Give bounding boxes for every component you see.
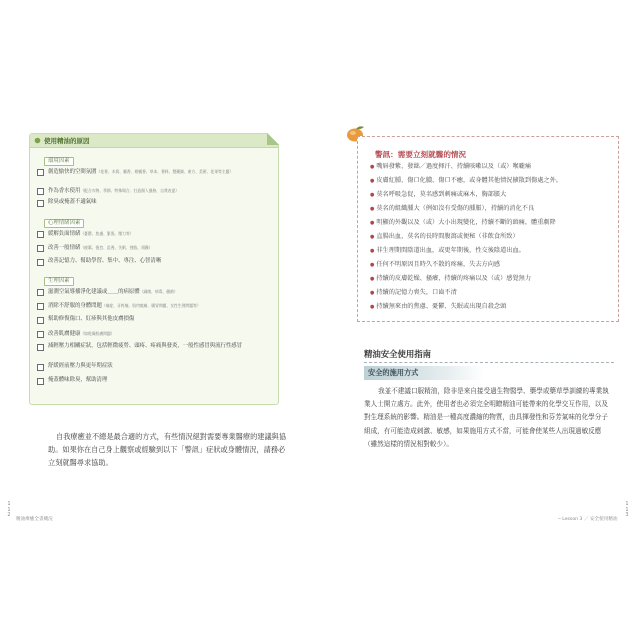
- checklist-item: 改善記憶力、幫助學習、集中、專注、心智清晰: [48, 258, 270, 266]
- bullet-icon: ●: [370, 178, 375, 184]
- warning-item: ● 非生理期間陰道出血，或更年期後，性交後陰道出血。: [370, 247, 525, 254]
- warning-item: ● 莫名呼吸急促，莫名感到刺痛或麻木，胸部脹大: [370, 191, 507, 198]
- subsection-heading-text: 安全的施用方式: [368, 368, 419, 377]
- checkbox-icon[interactable]: [37, 259, 44, 266]
- section-tag-emotional: 心理情緒因素: [44, 219, 84, 228]
- checkbox-icon[interactable]: [37, 344, 44, 351]
- checkbox-icon[interactable]: [37, 231, 44, 238]
- warning-item: ● 持續無來由的焦慮、憂鬱、失眠或出現自殺念頭: [370, 303, 507, 310]
- warning-title: 警訊：需要立刻就醫的情況: [375, 150, 467, 159]
- checklist-title: 使用精油的原因: [44, 137, 90, 145]
- checklist-item: 緩解負面情緒（憂鬱、焦慮、緊張、壓力等）: [48, 230, 270, 239]
- bullet-icon: ●: [370, 206, 375, 212]
- section-tag-physical: 生理因素: [44, 277, 74, 286]
- checkbox-icon[interactable]: [37, 169, 44, 176]
- left-body-paragraph: 自我療癒並不總是最合適的方式，有些情況絕對需要專業醫療的建議與協助。如果你在自己身上觀察或經驗到以下「警訊」症狀或身體情況，請務必立刻就醫尋求協助。: [48, 432, 287, 468]
- leaf-icon: [34, 137, 41, 144]
- warning-box: [357, 136, 619, 322]
- section-heading-text: 精油安全使用指南: [364, 349, 431, 359]
- checklist-item: 減輕壓力相關症狀，包括輕微疲勞、頭疼、疼痛與發炎，一般性感冒與流行性感冒: [48, 343, 270, 351]
- checklist-item: 消除不舒服的身體問題（痛症、牙疼痛、肌肉痠痛、腸胃問題、女性生理問題等）: [48, 302, 270, 311]
- checkbox-icon[interactable]: [37, 200, 44, 207]
- checkbox-icon[interactable]: [37, 317, 44, 324]
- warning-item: ● 莫名的組織腫大（例如沒有受傷的腫脹），持續的消化不良: [370, 205, 535, 212]
- checklist-item: 創造愉快的空間氛圍（花香、木質、麝香、柑橘香、草本、香料、製藥調、東方、美術、花果等主題）: [48, 168, 270, 177]
- warning-item: ● 直腸出血，莫名的長時間腹瀉或便秘（非飲食所致）: [370, 233, 519, 240]
- warning-item: ● 持續的記憶力喪失，口齒不清: [370, 289, 457, 296]
- bullet-icon: ●: [370, 248, 375, 254]
- footer-book-title: 精油療癒全書概況: [16, 517, 53, 522]
- bullet-icon: ●: [370, 234, 375, 240]
- section-heading: [364, 348, 614, 363]
- checklist-item: 除臭或掩蓋不適氣味: [48, 199, 270, 207]
- checkbox-icon[interactable]: [37, 303, 44, 310]
- checkbox-icon[interactable]: [37, 378, 44, 385]
- bullet-icon: ●: [370, 304, 375, 310]
- bullet-icon: ●: [370, 276, 375, 282]
- checkbox-icon[interactable]: [37, 188, 44, 195]
- bullet-icon: ●: [370, 262, 375, 268]
- page-number-right: 1 1 3: [625, 501, 629, 518]
- checklist-item: 作為香水使用（配合衣物、季節、特殊場合、打造個人風格、自我表達）: [48, 187, 270, 196]
- checkbox-icon[interactable]: [37, 364, 44, 371]
- subsection-heading: [364, 366, 484, 380]
- bullet-icon: ●: [370, 290, 375, 296]
- warning-item: ● 持續的皮膚乾燥、搔癢，持續的疼痛以及（或）感覺無力: [370, 275, 532, 282]
- footer-chapter: ─ Lesson 3 ／ 安全使用精油: [558, 517, 618, 522]
- checklist-item: 改善肌膚健康（如乾燥肌膚問題）: [48, 330, 270, 339]
- checklist-header: [30, 134, 278, 148]
- checkbox-icon[interactable]: [37, 245, 44, 252]
- bullet-icon: ●: [370, 220, 375, 226]
- warning-item: ● 明顯的外觀以及（或）大小出現變化，持續不斷的頭痛，體重劇降: [370, 219, 556, 226]
- checkbox-icon[interactable]: [37, 331, 44, 338]
- bullet-icon: ●: [370, 164, 375, 170]
- right-body-paragraph: 我並不建議口服精油，除非是來自接受過生物醫學、藥學或藥草學訓練的專業執業人士開立處方。此外，使用者也必須完全明瞭精油可能帶來的化學交互作用，以及對生理系統的影響。精油是一種高度濃縮的物質，由具揮發性和芬芳氣味的化學分子組成，有可能造成刺激、敏感，如果施用方式不當，可能會使某些人出現過敏反應（雖然這樣的情況相對較少）。: [364, 387, 609, 448]
- checklist-item: 滋潤空氣導播淨化建議或＿＿的病原體（細菌、病毒、黴菌）: [48, 288, 270, 297]
- warning-item: ● 任何不明原因且時久不散的疼痛，失去方向感: [370, 261, 501, 268]
- warning-item: ● 皮膚紅腫、傷口化膿、傷口不癒，或身體其他情況擴散到傷處之外。: [370, 177, 562, 184]
- page-number-left: 1 1 2: [7, 501, 11, 518]
- warning-item: ● 嘴唇發紫、發絀／過度揮汗、持續咳嗽以及（或）喉嚨痛: [370, 163, 532, 170]
- checklist-item: 改善一般情緒（疲累、倦怠、沮喪、失眠、挫敗、煩躁）: [48, 244, 270, 253]
- page-fold-icon: [267, 133, 279, 145]
- checklist-item: 幫助修復傷口、紅疹與其他皮膚損傷: [48, 316, 270, 324]
- checklist-item: 掩蓋體味除臭，幫助清理: [48, 377, 270, 385]
- bullet-icon: ●: [370, 192, 375, 198]
- checkbox-icon[interactable]: [37, 289, 44, 296]
- section-tag-environment: 環境因素: [44, 157, 74, 166]
- checklist-item: 舒緩經前壓力與更年期症狀: [48, 363, 270, 371]
